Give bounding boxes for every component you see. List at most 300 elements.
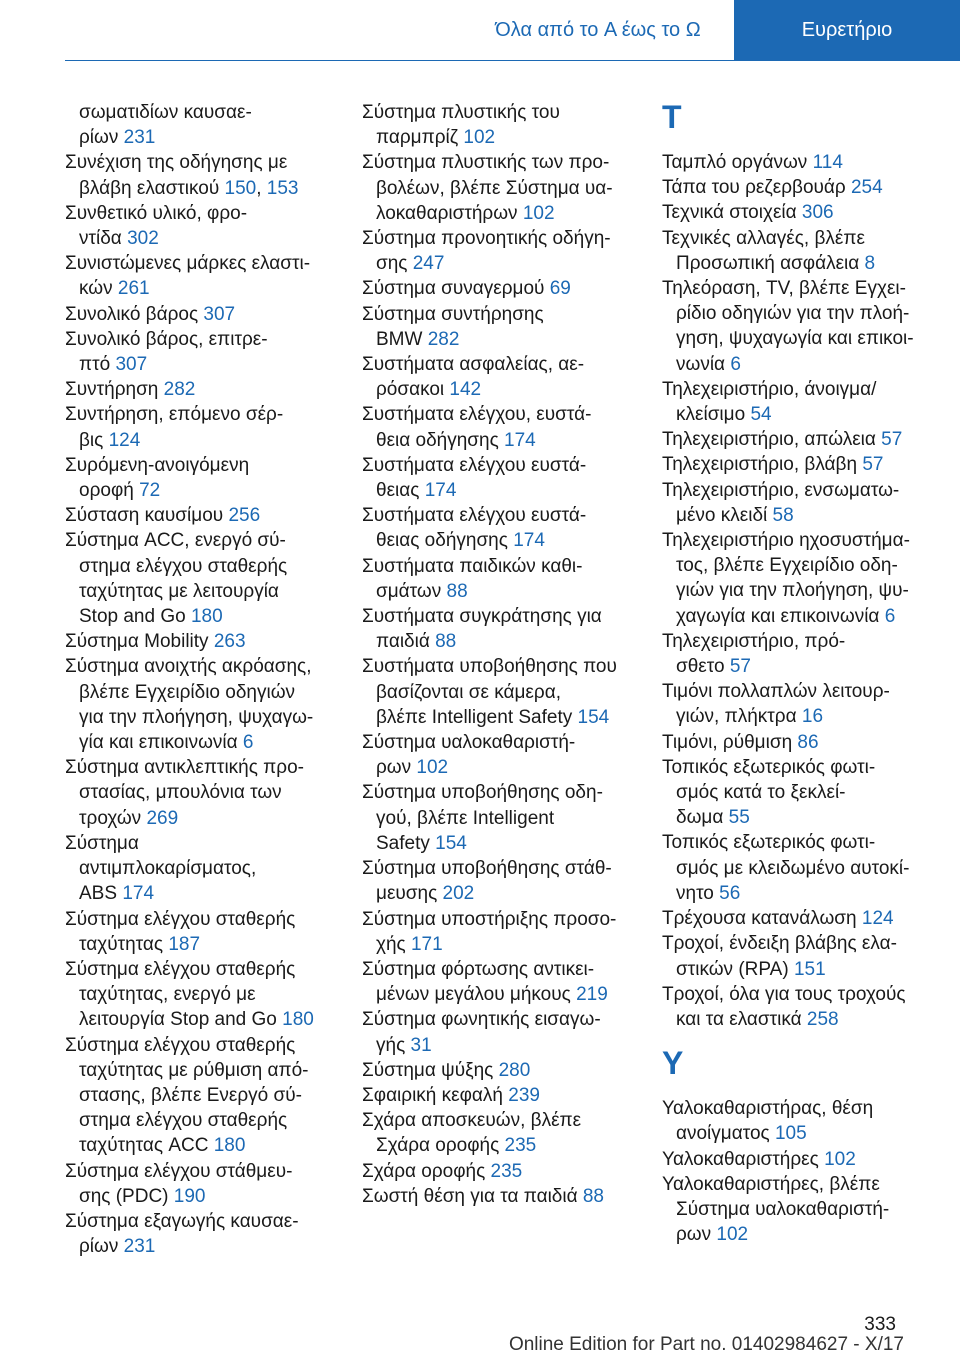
index-entry-text: Σύστημα πλυστικής των προ-	[362, 152, 610, 174]
index-entry-text: Σωστή θέση για τα παιδιά	[362, 1185, 583, 1207]
index-entry-text: οροφή	[79, 480, 140, 502]
index-entry	[65, 831, 355, 856]
index-entry-text: βασίζονται σε κάμερα,	[376, 681, 561, 703]
index-entry-text: γής	[376, 1034, 411, 1056]
index-entry-continuation	[362, 377, 652, 402]
index-entry-text: βλέπε Εγχειρίδιο οδηγιών	[79, 681, 296, 703]
index-entry-text: Τηλεχειριστήριο, άνοιγμα/	[662, 378, 877, 400]
index-entry	[662, 1147, 952, 1172]
index-entry	[65, 150, 355, 175]
index-entry-continuation	[65, 780, 355, 805]
index-entry-text: ταχύτητας, ενεργό με	[79, 984, 256, 1006]
index-entry-text: Συστήματα υποβοήθησης που	[362, 656, 617, 678]
page-link[interactable]: 261	[117, 278, 150, 300]
index-entry-text: ρων	[676, 1224, 717, 1246]
index-entry-continuation	[362, 327, 652, 352]
index-entry-text: Σύστημα ελέγχου σταθερής	[65, 958, 296, 980]
page-link[interactable]: 280	[498, 1059, 531, 1081]
index-entry	[662, 755, 952, 780]
index-entry	[662, 679, 952, 704]
index-entry	[662, 982, 952, 1007]
index-entry	[362, 226, 652, 251]
index-entry-continuation	[362, 982, 652, 1007]
page-link[interactable]: 154	[577, 706, 610, 728]
index-entry-text: Σύστημα συναγερμού	[362, 278, 550, 300]
index-entry-text: ντίδα	[79, 228, 128, 250]
index-entry-text: πτό	[79, 354, 116, 376]
index-entry-text: Συστήματα ελέγχου, ευστά-	[362, 404, 592, 426]
index-entry-text: BMW	[376, 328, 428, 350]
index-entry-text: Τροχοί, ένδειξη βλάβης ελα-	[662, 933, 897, 955]
index-entry	[662, 175, 952, 200]
index-entry	[362, 856, 652, 881]
page-link[interactable]: 102	[463, 127, 496, 149]
index-entry-text: Σύστημα	[65, 832, 139, 854]
index-entry-text: Τεχνικές αλλαγές, βλέπε	[662, 227, 865, 249]
page-link[interactable]: 102	[716, 1224, 749, 1246]
index-entry-continuation	[65, 806, 355, 831]
index-entry-continuation	[662, 402, 952, 427]
index-entry	[362, 352, 652, 377]
index-entry-text: Σύστημα πλυστικής του	[362, 102, 560, 123]
index-entry-text: Σύσταση καυσίμου	[65, 505, 229, 527]
page-link[interactable]: 180	[213, 1135, 246, 1157]
index-entry	[362, 907, 652, 932]
page-link[interactable]: 142	[449, 379, 482, 401]
page-link[interactable]: 202	[442, 883, 475, 905]
page-link[interactable]: 302	[127, 228, 159, 250]
index-entry-text: στασης, βλέπε Ενεργό σύ-	[79, 1084, 302, 1106]
index-entry	[662, 200, 952, 225]
index-entry	[362, 1184, 652, 1209]
index-entry-continuation	[362, 428, 652, 453]
index-entry-continuation	[65, 604, 355, 629]
index-entry-continuation	[662, 1197, 952, 1222]
index-entry-continuation	[65, 881, 355, 906]
page-link[interactable]: 124	[861, 908, 894, 930]
page-link[interactable]: 180	[190, 606, 223, 628]
index-entry-continuation	[662, 301, 952, 326]
index-entry-continuation	[662, 604, 952, 629]
index-entry-text: Σύστημα ελέγχου σταθερής	[65, 908, 296, 930]
page-link[interactable]: 171	[410, 933, 443, 955]
page-link[interactable]: 256	[228, 505, 261, 527]
index-entry-text: Υαλοκαθαριστήρας, θέση	[662, 1098, 874, 1120]
index-entry-continuation	[362, 1133, 652, 1158]
page-link[interactable]: 174	[122, 883, 155, 905]
index-entry-text: μένο κλειδί	[676, 504, 773, 526]
index-entry	[662, 478, 952, 503]
index-entry-continuation	[662, 1007, 952, 1032]
page-link[interactable]: 174	[424, 480, 457, 502]
page-link[interactable]: 56	[719, 882, 741, 904]
index-entry-continuation	[362, 176, 652, 201]
index-entry-continuation	[662, 326, 952, 351]
index-entry-text: Σφαιρική κεφαλή	[362, 1084, 509, 1106]
index-entry-text: Συστήματα ασφαλείας, αε-	[362, 354, 585, 376]
index-entry-text: Σύστημα υαλοκαθαριστή-	[676, 1198, 890, 1220]
index-entry-text: Σύστημα υαλοκαθαριστή-	[362, 732, 576, 754]
index-entry-text: βις	[79, 429, 109, 451]
index-entry-text: βλάβη ελαστικού	[79, 177, 225, 199]
index-entry	[662, 830, 952, 855]
index-entry-text: ανοίγματος	[676, 1123, 775, 1145]
index-entry-text: γία και επικοινωνία	[79, 732, 243, 754]
index-entry-continuation	[662, 957, 952, 982]
index-entry-continuation	[662, 780, 952, 805]
index-entry-continuation	[65, 705, 355, 730]
index-entry-text: στικών (RPA)	[676, 958, 794, 980]
page-link[interactable]: 254	[850, 177, 883, 199]
page-link[interactable]: 307	[115, 354, 148, 376]
index-entry	[65, 755, 355, 780]
index-entry-text: κών	[79, 278, 118, 300]
page-link[interactable]: 31	[410, 1034, 432, 1056]
tab-index[interactable]: Ευρετήριο	[734, 0, 960, 61]
index-entry-continuation	[65, 730, 355, 755]
page-link[interactable]: 180	[282, 1009, 314, 1031]
index-entry-continuation	[65, 680, 355, 705]
index-entry-text: κλείσιμο	[676, 404, 751, 426]
index-entry	[65, 654, 355, 679]
index-entry	[662, 377, 952, 402]
index-entry-text: Stop and Go	[79, 606, 191, 628]
index-entry	[65, 453, 355, 478]
page-link[interactable]: 174	[513, 530, 545, 552]
index-entry-continuation	[65, 1083, 355, 1108]
index-entry	[362, 1159, 652, 1184]
index-entry-continuation	[362, 125, 652, 150]
index-entry-continuation	[362, 579, 652, 604]
index-entry-text: Συνιστώμενες μάρκες ελαστι-	[65, 253, 311, 275]
index-entry-continuation	[662, 1121, 952, 1146]
index-entry-text: Σύστημα υποστήριξης προσο-	[362, 908, 617, 930]
index-entry-continuation	[65, 226, 355, 251]
page-link[interactable]: 16	[801, 706, 824, 728]
index-entry-continuation	[65, 856, 355, 881]
index-entry-text: Σύστημα συντήρησης	[362, 303, 544, 325]
page-link[interactable]: 263	[213, 631, 246, 653]
page-link[interactable]: 190	[173, 1185, 206, 1207]
index-entry	[65, 377, 355, 402]
index-entry-text: τος, βλέπε Εγχειρίδιο οδη-	[676, 555, 898, 577]
index-entry	[662, 226, 952, 251]
page-link[interactable]: 54	[750, 404, 772, 426]
page-link[interactable]: 55	[728, 807, 750, 829]
index-entry-text: σης (PDC)	[79, 1185, 174, 1207]
index-entry	[662, 528, 952, 553]
index-entry-text: Υαλοκαθαριστήρες, βλέπε	[662, 1173, 880, 1195]
index-entry-text: Σχάρα αποσκευών, βλέπε	[362, 1110, 582, 1132]
page-link[interactable]: 57	[881, 429, 903, 451]
index-entry	[362, 302, 652, 327]
index-entry-text: Συντήρηση	[65, 379, 164, 401]
index-entry-continuation	[362, 881, 652, 906]
index-entry-text: στημα ελέγχου σταθερής	[79, 555, 288, 577]
index-entry	[65, 907, 355, 932]
page-link[interactable]: 174	[504, 429, 536, 451]
index-entry-text: Συντήρηση, επόμενο σέρ-	[65, 404, 284, 426]
index-entry-continuation	[662, 352, 952, 377]
index-entry-text: Τοπικός εξωτερικός φωτι-	[662, 756, 876, 778]
index-entry-text: Συστήματα ελέγχου ευστά-	[362, 454, 587, 476]
index-entry-text: Σύστημα υποβοήθησης στάθ-	[362, 858, 612, 880]
page-link[interactable]: 8	[864, 252, 876, 274]
index-entry	[65, 302, 355, 327]
index-entry-text: ρίδιο οδηγιών για την πλοή-	[676, 303, 910, 325]
index-column-1	[65, 100, 355, 1259]
page-link[interactable]: 247	[412, 253, 445, 275]
index-entry-text: λειτουργία Stop and Go	[79, 1009, 283, 1031]
index-entry-continuation	[65, 932, 355, 957]
index-entry-text: αντιμπλοκαρίσματος,	[79, 858, 257, 880]
page-link[interactable]: 150	[224, 177, 257, 199]
index-entry-text: Τοπικός εξωτερικός φωτι-	[662, 832, 876, 854]
index-entry-text: Σύστημα αντικλεπτικής προ-	[65, 757, 304, 779]
index-entry-continuation	[65, 1058, 355, 1083]
index-entry-text: Τηλεχειριστήριο, βλάβη	[662, 454, 863, 476]
index-entry-continuation	[662, 704, 952, 729]
page-link[interactable]: 235	[490, 1160, 523, 1182]
page-link[interactable]: 124	[108, 429, 141, 451]
index-entry-text: Σύστημα ανοιχτής ακρόασης,	[65, 656, 312, 678]
index-entry	[362, 730, 652, 755]
index-column-2	[362, 100, 652, 1209]
page-link[interactable]: 69	[549, 278, 571, 300]
index-entry-text: βλέπε Intelligent Safety	[376, 706, 578, 728]
index-entry-text: Τροχοί, όλα για τους τροχούς	[662, 983, 906, 1005]
index-entry	[362, 957, 652, 982]
index-entry	[362, 100, 652, 125]
index-entry	[65, 503, 355, 528]
index-entry-text: Τηλεχειριστήριο, πρό-	[662, 630, 846, 652]
index-entry-text: Υαλοκαθαριστήρες	[662, 1148, 825, 1170]
index-entry-text: Σχάρα οροφής	[376, 1135, 505, 1157]
index-entry	[362, 604, 652, 629]
index-entry-text: για την πλοήγηση, ψυχαγω-	[79, 706, 314, 728]
index-entry-text: Τηλεχειριστήριο, απώλεια	[662, 429, 882, 451]
index-entry-text: βολέων, βλέπε Σύστημα υα-	[376, 177, 613, 199]
page-link[interactable]: 235	[504, 1135, 537, 1157]
breadcrumb[interactable]: Όλα από το A έως το Ω	[495, 18, 701, 41]
page-link[interactable]: 153	[266, 177, 299, 199]
index-entry-text: σμάτων	[376, 580, 447, 602]
index-entry-text: λοκαθαριστήρων	[376, 202, 523, 224]
index-entry-continuation	[65, 554, 355, 579]
index-entry-text: παρμπρίζ	[376, 127, 464, 149]
index-entry	[65, 629, 355, 654]
index-entry-continuation	[65, 1108, 355, 1133]
page-link[interactable]: 258	[806, 1008, 839, 1030]
page-link[interactable]: 105	[774, 1123, 807, 1145]
index-entry	[362, 1058, 652, 1083]
index-entry-text: ταχύτητας με ρύθμιση από-	[79, 1059, 309, 1081]
index-entry-text: γού, βλέπε Intelligent	[376, 807, 555, 829]
index-entry-continuation	[662, 1222, 952, 1247]
index-entry	[662, 150, 952, 175]
index-letter-heading: Y	[662, 1045, 684, 1082]
index-entry-continuation	[362, 932, 652, 957]
index-entry	[65, 528, 355, 553]
page-link[interactable]: 154	[435, 832, 467, 854]
page-link[interactable]: 88	[435, 631, 457, 653]
index-entry-continuation	[65, 428, 355, 453]
page-link[interactable]: 88	[446, 580, 468, 602]
index-entry-continuation	[362, 478, 652, 503]
page-link[interactable]: 307	[203, 303, 236, 325]
index-entry-continuation	[662, 881, 952, 906]
index-entry-continuation	[65, 1184, 355, 1209]
index-entry	[662, 427, 952, 452]
index-entry-continuation	[362, 528, 652, 553]
index-entry-continuation	[362, 705, 652, 730]
index-entry-text: μευσης	[376, 883, 443, 905]
index-entry-text: Σύστημα Mobility	[65, 631, 214, 653]
footer-edition: Online Edition for Part no. 01402984627 - X/17	[508, 1334, 904, 1355]
page-link[interactable]: 6	[242, 732, 254, 754]
index-entry-continuation	[662, 805, 952, 830]
page-link[interactable]: 6	[730, 353, 741, 375]
index-entry-continuation	[362, 755, 652, 780]
index-entry-text: δωμα	[676, 807, 729, 829]
index-entry-text: Τηλεόραση, TV, βλέπε Εγχει-	[662, 278, 906, 300]
page-separator: ,	[256, 177, 267, 199]
index-entry-text: Σύστημα φωνητικής εισαγω-	[362, 1009, 601, 1031]
index-entry	[362, 453, 652, 478]
page-link[interactable]: 231	[123, 127, 156, 149]
index-entry-continuation	[662, 553, 952, 578]
index-entry-text: θεια οδήγησης	[376, 429, 505, 451]
index-entry-text: Ταμπλό οργάνων	[662, 152, 813, 173]
index-entry-continuation	[662, 578, 952, 603]
page-link[interactable]: 219	[576, 984, 608, 1006]
index-entry-text: θειας οδήγησης	[376, 530, 514, 552]
page-link[interactable]: 6	[884, 605, 896, 627]
page-link[interactable]: 239	[508, 1084, 540, 1106]
index-entry-text: γιών, πλήκτρα	[676, 706, 802, 728]
index-entry-text: Τεχνικά στοιχεία	[662, 202, 802, 224]
index-entry-text: Σύστημα ελέγχου σταθερής	[65, 1034, 296, 1056]
page-link[interactable]: 58	[772, 504, 794, 526]
page-link[interactable]: 88	[582, 1185, 604, 1207]
page-link[interactable]: 57	[862, 454, 884, 476]
index-entry-text: νωνία	[676, 353, 731, 375]
index-entry	[362, 780, 652, 805]
index-entry-continuation	[362, 806, 652, 831]
index-entry-text: ρόσακοι	[376, 379, 450, 401]
index-entry	[362, 503, 652, 528]
index-letter-heading: T	[662, 99, 682, 135]
index-entry	[65, 1209, 355, 1234]
index-entry-continuation	[65, 982, 355, 1007]
page-link[interactable]: 187	[168, 933, 201, 955]
index-entry-text: χαγωγία και επικοινωνία	[676, 605, 885, 627]
page-link[interactable]: 269	[146, 807, 179, 829]
index-entry	[362, 554, 652, 579]
page-link[interactable]: 282	[427, 328, 460, 350]
index-entry-text: ABS	[79, 883, 123, 905]
page-link[interactable]: 306	[801, 202, 834, 224]
index-entry-text: Safety	[376, 832, 436, 854]
index-entry-continuation	[65, 1234, 355, 1259]
page-link[interactable]: 102	[824, 1148, 856, 1170]
page-link[interactable]: 72	[139, 480, 161, 502]
index-entry	[362, 276, 652, 301]
page-link[interactable]: 114	[812, 152, 843, 173]
index-entry-text: ρίων	[79, 127, 124, 149]
index-entry-text: θειας	[376, 480, 425, 502]
index-entry-text: Τηλεχειριστήριο ηχοσυστήμα-	[662, 530, 910, 552]
index-entry-text: Συστήματα ελέγχου ευστά-	[362, 505, 587, 527]
index-entry	[65, 957, 355, 982]
index-entry	[662, 452, 952, 477]
index-entry-text: ταχύτητας	[79, 933, 169, 955]
index-entry-continuation	[65, 1133, 355, 1158]
index-entry-continuation	[362, 629, 652, 654]
index-entry-text: ταχύτητας ACC	[79, 1135, 214, 1157]
index-entry	[662, 629, 952, 654]
index-entry-text: και τα ελαστικά	[676, 1008, 807, 1030]
index-entry	[362, 402, 652, 427]
index-entry-text: νητο	[676, 882, 720, 904]
index-entry-continuation	[662, 251, 952, 276]
index-entry-text: σμός με κλειδωμένο αυτοκί-	[676, 857, 910, 879]
index-entry-text: μένων μεγάλου μήκους	[376, 984, 577, 1006]
index-entry-text: στημα ελέγχου σταθερής	[79, 1110, 288, 1132]
index-entry-text: Συστήματα συγκράτησης για	[362, 606, 602, 628]
page-link[interactable]: 151	[793, 958, 826, 980]
index-entry-text: Τάπα του ρεζερβουάρ	[662, 177, 851, 199]
index-entry-text: Συνθετικό υλικό, φρο-	[65, 202, 248, 224]
index-entry	[662, 276, 952, 301]
page-link[interactable]: 102	[522, 202, 555, 224]
index-entry-continuation	[362, 680, 652, 705]
index-entry-text: Τηλεχειριστήριο, ενσωματω-	[662, 479, 900, 501]
index-entry	[362, 150, 652, 175]
index-entry-text: Προσωπική ασφάλεια	[676, 252, 865, 274]
page-link[interactable]: 102	[416, 757, 449, 779]
index-entry-text: Σύστημα υποβοήθησης οδη-	[362, 782, 603, 804]
index-entry-text: Τιμόνι, ρύθμιση	[662, 731, 798, 753]
index-entry	[662, 730, 952, 755]
index-entry	[362, 654, 652, 679]
page-link[interactable]: 231	[123, 1236, 156, 1258]
index-entry-continuation	[65, 478, 355, 503]
index-entry-text: Συστήματα παιδικών καθι-	[362, 555, 583, 577]
index-entry	[65, 201, 355, 226]
index-entry-continuation	[65, 100, 355, 125]
index-entry-text: σης	[376, 253, 413, 275]
index-entry-text: Σύστημα εξαγωγής καυσαε-	[65, 1210, 299, 1232]
index-entry-continuation	[65, 579, 355, 604]
index-entry	[362, 1108, 652, 1133]
index-entry-continuation	[362, 251, 652, 276]
index-entry-text: ταχύτητας με λειτουργία	[79, 580, 279, 602]
index-entry-text: Σύστημα προνοητικής οδήγη-	[362, 228, 611, 250]
index-entry-continuation	[662, 856, 952, 881]
page-link[interactable]: 86	[797, 731, 819, 753]
page-link[interactable]: 282	[163, 379, 196, 401]
index-entry	[65, 327, 355, 352]
index-entry-text: σθετο	[676, 656, 730, 678]
index-entry-text: στασίας, μπουλόνια των	[79, 782, 282, 804]
index-entry-text: ρίων	[79, 1236, 124, 1258]
index-entry	[65, 1159, 355, 1184]
page-link[interactable]: 57	[729, 656, 751, 678]
index-entry-text: Σύστημα φόρτωσης αντικει-	[362, 958, 595, 980]
index-entry-text: σμός κατά το ξεκλεί-	[676, 782, 846, 804]
index-entry-continuation	[65, 276, 355, 301]
